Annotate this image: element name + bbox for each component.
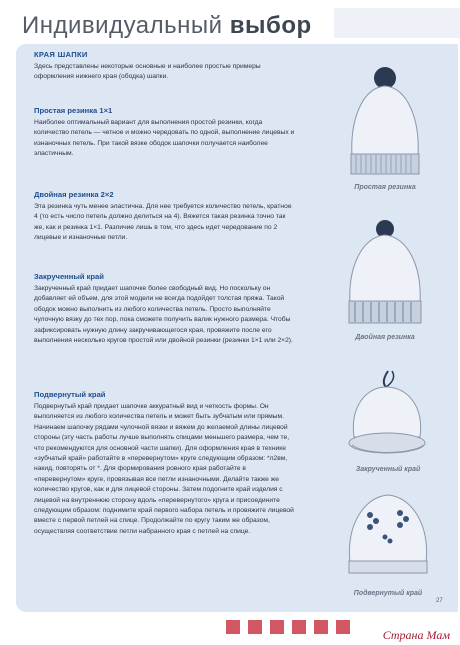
- page-title-bold: выбор: [229, 12, 312, 39]
- section-text: Эта резинка чуть менее эластична. Для нее требуется количество петель, кратное 4 (то есть число петель должно делиться на 4). Вяжется такая резинка точно так же, как и резинка 1×1. Различие лишь в том, что здесь идет чередование по 2 лицевые и изнаночные петли.: [34, 203, 292, 242]
- section-folded-edge: [34, 390, 296, 548]
- section-text: Подвернутый край придает шапочке аккуратный вид и четкость формы. Он выполняется из любого количества петель и может быть зубчатым или прямым. Начинаем шапочку рядами чулочной вязки и вяжем до желаемой длины лицевой стороны (эту часть работы лучше выполнять спицами меньшего размера, чем те, что рекомендуются для основной части шапки). Для оформления края в технике «зубчатый край» работайте в «перевернутом» круге следующим образом: *л2вм, накид, повторять от *. Для формирования ровного края работайте в «перевернутом» круге, провязывая все петли изнаночными. Делайте также же количество кругов, как и для лицевой стороны. Затем подогните край изделия с лицевой на внутреннюю сторону вдоль «перевернутого» круга и присоедините следующим образом: поднимите край первого набора петель и провяжите лицевой вместе с первой петлей на спице. Продолжайте по кругу таким же образом, осуществляя соответствие петли набранного края с петлей на спице.: [34, 403, 294, 535]
- hat-rolled-edge-illustration: [340, 365, 435, 460]
- page-number: 27: [436, 598, 443, 604]
- page-title-regular: Индивидуальный: [22, 12, 223, 39]
- hat-folded-edge-illustration: [340, 485, 435, 580]
- section-title: Подвернутый край: [34, 390, 106, 399]
- hat-simple-rib-illustration: [340, 60, 430, 180]
- section-rib-1x1: [34, 106, 296, 171]
- section-rib-2x2: [34, 190, 296, 255]
- section-text: Наиболее оптимальный вариант для выполнения простой резинки, когда количество петель — четное и можно чередовать по одной, выполнение лицевых и изнаночных петель. При такой вязке ободок шапочки получается наиболее эластичным.: [34, 119, 295, 158]
- section-title: КРАЯ ШАПКИ: [34, 50, 88, 59]
- decorative-pattern-icon: [220, 614, 370, 642]
- section-rolled-edge: [34, 272, 296, 357]
- section-title: Простая резинка 1×1: [34, 106, 113, 115]
- caption-rolled-edge: Закрученный край: [355, 466, 421, 473]
- section-text: Здесь представлены некоторые основные и наиболее простые примеры оформления нижнего края (ободка) шапки.: [34, 63, 261, 81]
- watermark-logo: Страна Мам: [382, 628, 450, 642]
- caption-simple-rib: Простая резинка: [354, 184, 416, 191]
- section-edges: [34, 50, 296, 94]
- hat-double-rib-illustration: [340, 215, 430, 330]
- section-title: Двойная резинка 2×2: [34, 190, 114, 199]
- page-title: [22, 12, 312, 40]
- caption-double-rib: Двойная резинка: [355, 334, 415, 341]
- watermark-area: [0, 612, 460, 645]
- section-text: Закрученный край придает шапочке более свободный вид. Но поскольку он добавляет ей объем, для этой модели не всегда подойдет толстая пряжа. Такой ободок можно выполнить из любого количества петель. Просто выполняйте чулочную вязку до тех пор, пока сможете получить валик нужного размера. Чтобы зафиксировать нужную длину закручивающегося края, провяжите после его выполнения несколько кругов простой или двойной резинки (резинки 1×1 или 2×2).: [34, 285, 293, 345]
- caption-folded-edge: Подвернутый край: [353, 590, 423, 597]
- header-decoration: [334, 8, 460, 38]
- section-title: Закрученный край: [34, 272, 104, 281]
